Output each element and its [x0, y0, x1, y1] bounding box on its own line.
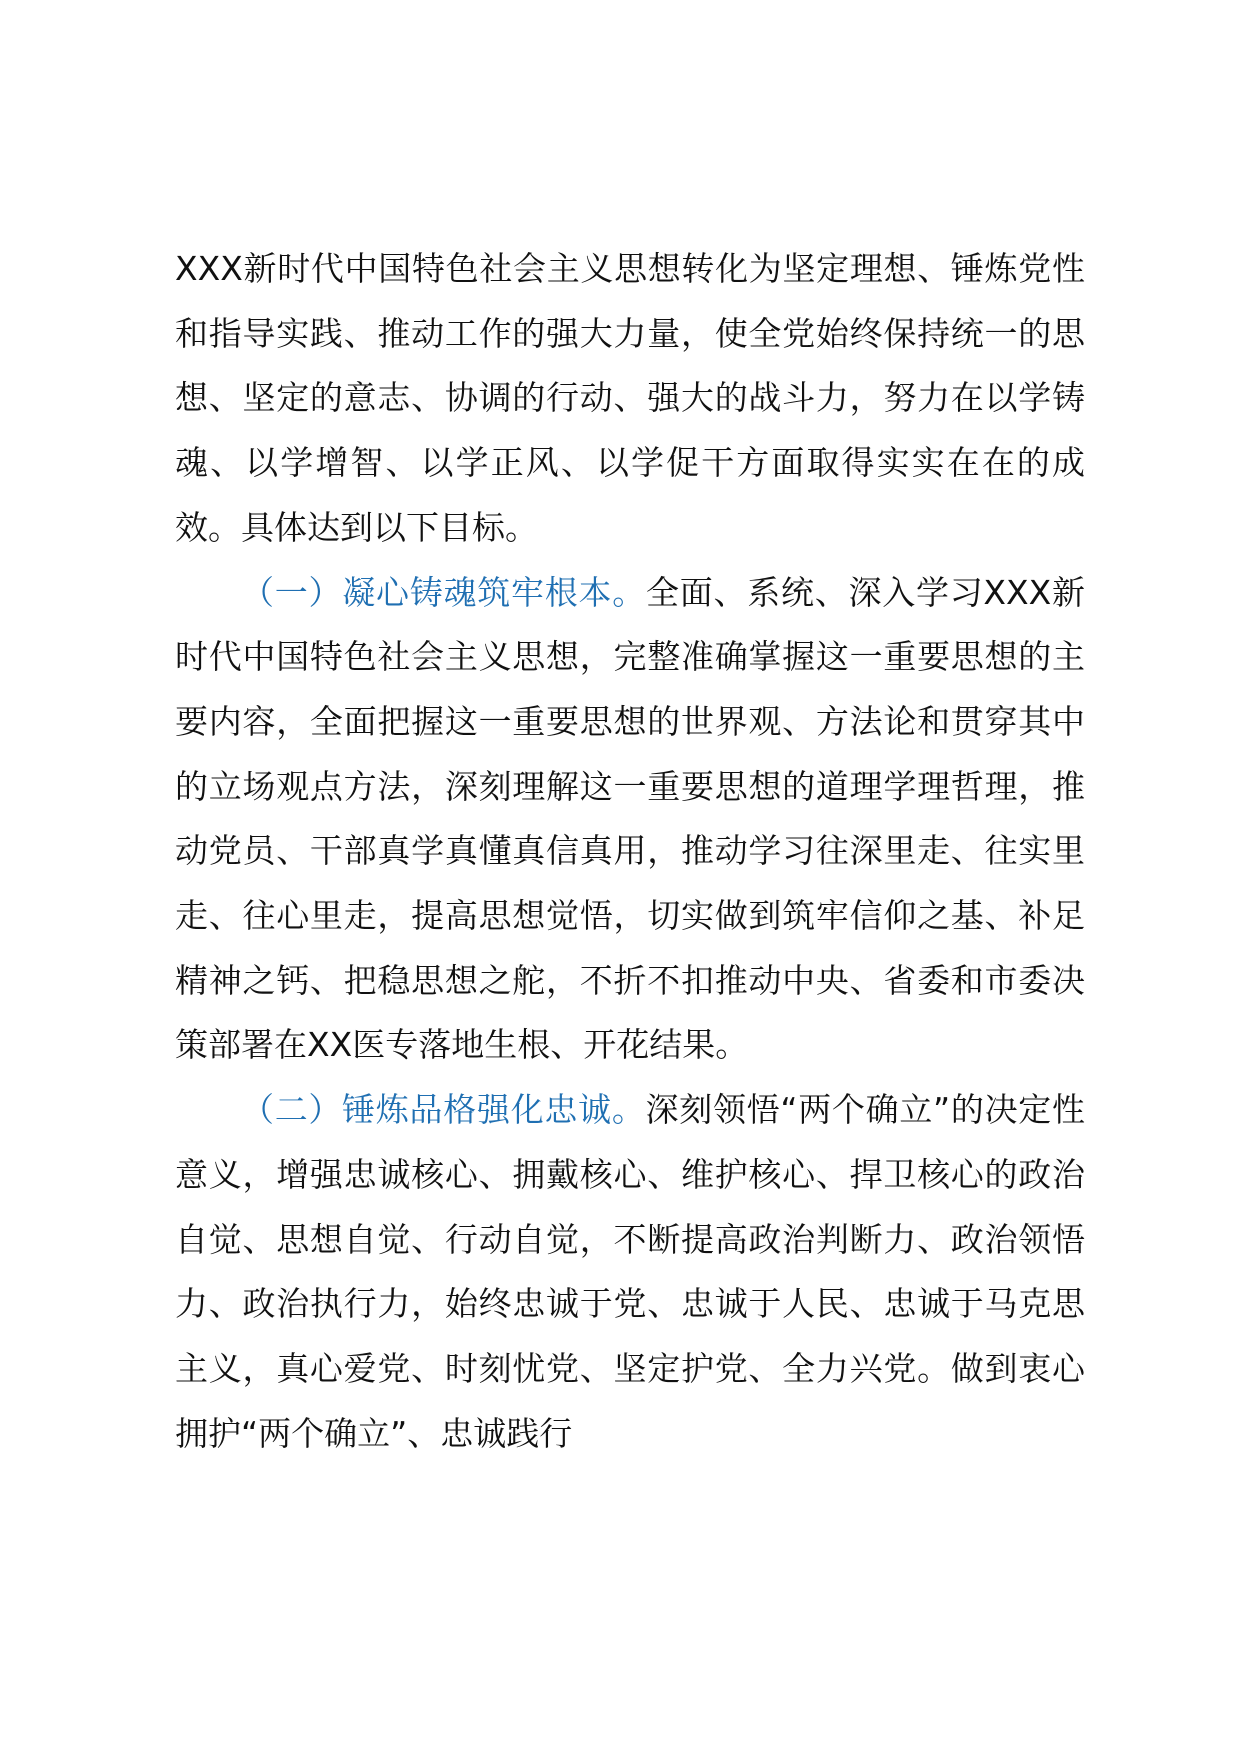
- paragraph-section-1: [175, 561, 1085, 1079]
- document-page: [175, 237, 1085, 1466]
- paragraph-intro-body: XXX新时代中国特色社会主义思想转化为坚定理想、锤炼党性和指导实践、推动工作的强大力量，使全党始终保持统一的思想、坚定的意志、协调的行动、强大的战斗力，努力在以学铸魂、以学增智、以学正风、以学促干方面取得实实在在的成效。具体达到以下目标。: [175, 249, 1085, 547]
- paragraph-intro: [175, 237, 1085, 561]
- section-2-body: 深刻领悟“两个确立”的决定性意义，增强忠诚核心、拥戴核心、维护核心、捍卫核心的政治自觉、思想自觉、行动自觉，不断提高政治判断力、政治领悟力、政治执行力，始终忠诚于党、忠诚于人民、忠诚于马克思主义，真心爱党、时刻忧党、坚定护党、全力兴党。做到衷心拥护“两个确立”、忠诚践行: [175, 1090, 1085, 1453]
- section-2-heading: （二）锤炼品格强化忠诚。: [241, 1090, 646, 1130]
- paragraph-section-2: [175, 1078, 1085, 1466]
- section-1-heading: （一）凝心铸魂筑牢根本。: [241, 572, 646, 612]
- section-1-body: 全面、系统、深入学习XXX新时代中国特色社会主义思想，完整准确掌握这一重要思想的主要内容，全面把握这一重要思想的世界观、方法论和贯穿其中的立场观点方法，深刻理解这一重要思想的道理学理哲理，推动党员、干部真学真懂真信真用，推动学习往深里走、往实里走、往心里走，提高思想觉悟，切实做到筑牢信仰之基、补足精神之钙、把稳思想之舵，不折不扣推动中央、省委和市委决策部署在XX医专落地生根、开花结果。: [175, 572, 1086, 1065]
